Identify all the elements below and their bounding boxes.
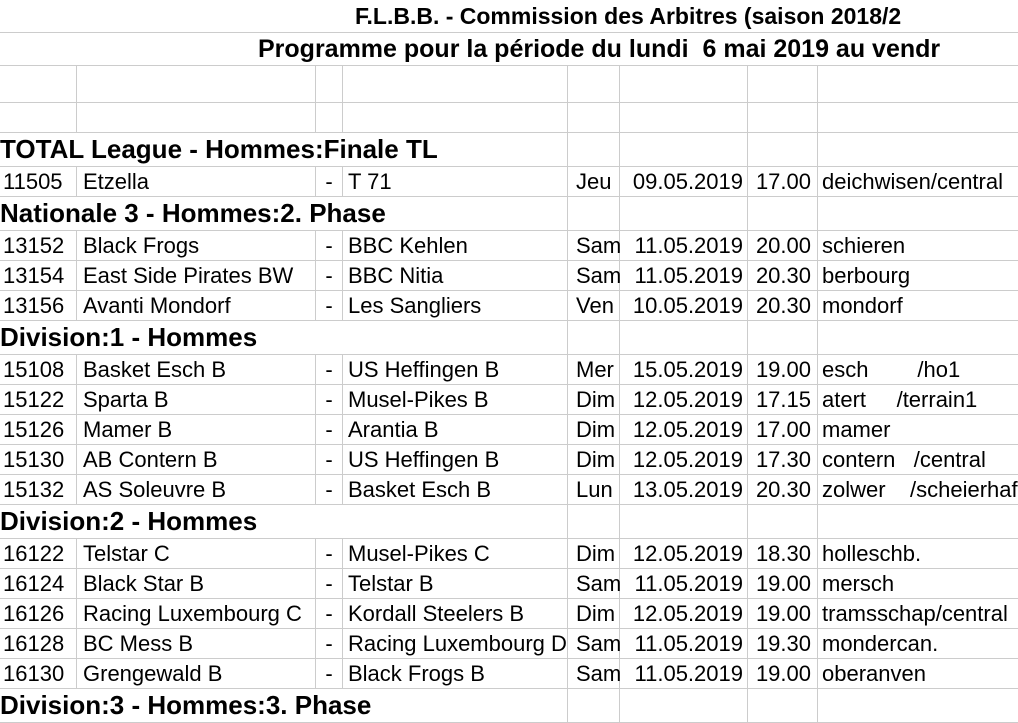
time-cell-empty	[748, 321, 818, 354]
schedule-grid	[0, 133, 1018, 723]
hall-cell-empty	[818, 133, 1018, 166]
home-team-cell: Telstar C	[77, 539, 316, 568]
match-number-cell: 15108	[0, 355, 77, 384]
date-cell: 11.05.2019	[620, 261, 748, 290]
match-row	[0, 475, 1018, 505]
day-cell-empty	[568, 133, 620, 166]
day-cell: Sam	[568, 261, 620, 290]
match-number-cell: 15132	[0, 475, 77, 504]
date-cell: 11.05.2019	[620, 629, 748, 658]
date-cell: 12.05.2019	[620, 415, 748, 444]
date-cell: 12.05.2019	[620, 539, 748, 568]
separator-cell: -	[316, 415, 343, 444]
match-row	[0, 539, 1018, 569]
match-row	[0, 231, 1018, 261]
match-number-cell: 16124	[0, 569, 77, 598]
day-cell: Sam	[568, 629, 620, 658]
day-cell: Jeu	[568, 167, 620, 196]
separator-cell: -	[316, 355, 343, 384]
hall-cell-empty	[818, 505, 1018, 538]
page-subtitle: Programme pour la période du lundi 6 mai 2019 au vendr	[258, 35, 941, 63]
day-cell: Lun	[568, 475, 620, 504]
date-cell: 10.05.2019	[620, 291, 748, 320]
match-row	[0, 167, 1018, 197]
match-row	[0, 355, 1018, 385]
hall-cell: mersch	[822, 571, 895, 596]
away-team-cell: Les Sangliers	[343, 291, 568, 320]
page-title: F.L.B.B. - Commission des Arbitres (saison 2018/2	[355, 3, 902, 29]
date-cell: 12.05.2019	[620, 385, 748, 414]
date-cell-empty	[620, 505, 748, 538]
away-team-cell: BBC Kehlen	[343, 231, 568, 260]
day-cell: Dim	[568, 445, 620, 474]
time-cell: 19.00	[748, 569, 818, 598]
time-cell: 20.30	[748, 291, 818, 320]
away-team-cell: Musel-Pikes B	[343, 385, 568, 414]
section-heading-row	[0, 197, 1018, 231]
date-cell: 15.05.2019	[620, 355, 748, 384]
match-number-cell: 16122	[0, 539, 77, 568]
section-heading-row	[0, 321, 1018, 355]
hall-cell: berbourg	[822, 263, 911, 288]
time-cell: 20.30	[748, 261, 818, 290]
day-cell-empty	[568, 505, 620, 538]
match-row	[0, 415, 1018, 445]
home-team-cell: Sparta B	[77, 385, 316, 414]
date-cell-empty	[620, 197, 748, 230]
section-heading: Division:3 - Hommes:3. Phase	[0, 689, 568, 722]
match-number-cell: 15122	[0, 385, 77, 414]
home-team-cell: BC Mess B	[77, 629, 316, 658]
section-heading-row	[0, 505, 1018, 539]
day-cell: Sam	[568, 231, 620, 260]
hall-cell: esch /ho1	[822, 357, 961, 382]
title-row	[0, 0, 1018, 33]
day-cell: Sam	[568, 659, 620, 688]
time-cell: 19.30	[748, 629, 818, 658]
section-heading: Nationale 3 - Hommes:2. Phase	[0, 197, 568, 230]
day-cell: Mer	[568, 355, 620, 384]
section-heading: Division:2 - Hommes	[0, 505, 568, 538]
home-team-cell: Avanti Mondorf	[77, 291, 316, 320]
time-cell-empty	[748, 197, 818, 230]
match-number-cell: 15130	[0, 445, 77, 474]
home-team-cell: Mamer B	[77, 415, 316, 444]
time-cell: 20.30	[748, 475, 818, 504]
date-cell-empty	[620, 321, 748, 354]
time-cell: 20.00	[748, 231, 818, 260]
separator-cell: -	[316, 659, 343, 688]
away-team-cell: Basket Esch B	[343, 475, 568, 504]
date-cell: 12.05.2019	[620, 445, 748, 474]
time-cell-empty	[748, 505, 818, 538]
day-cell-empty	[568, 321, 620, 354]
time-cell: 19.00	[748, 659, 818, 688]
away-team-cell: T 71	[343, 167, 568, 196]
home-team-cell: AB Contern B	[77, 445, 316, 474]
match-number-cell: 16128	[0, 629, 77, 658]
separator-cell: -	[316, 629, 343, 658]
section-heading: TOTAL League - Hommes:Finale TL	[0, 133, 568, 166]
hall-cell-empty	[818, 197, 1018, 230]
subtitle-row	[0, 33, 1018, 66]
match-row	[0, 599, 1018, 629]
separator-cell: -	[316, 291, 343, 320]
match-number-cell: 15126	[0, 415, 77, 444]
away-team-cell: Arantia B	[343, 415, 568, 444]
day-cell: Dim	[568, 539, 620, 568]
hall-cell-empty	[818, 689, 1018, 722]
date-cell: 11.05.2019	[620, 659, 748, 688]
separator-cell: -	[316, 167, 343, 196]
time-cell: 19.00	[748, 355, 818, 384]
date-cell: 12.05.2019	[620, 599, 748, 628]
home-team-cell: Basket Esch B	[77, 355, 316, 384]
home-team-cell: Black Frogs	[77, 231, 316, 260]
hall-cell: zolwer /scheierhaf	[822, 477, 1018, 502]
separator-cell: -	[316, 385, 343, 414]
separator-cell: -	[316, 599, 343, 628]
away-team-cell: Telstar B	[343, 569, 568, 598]
hall-cell: oberanven	[822, 661, 926, 686]
hall-cell: mondorf	[822, 293, 903, 318]
home-team-cell: Etzella	[77, 167, 316, 196]
day-cell-empty	[568, 689, 620, 722]
time-cell: 17.30	[748, 445, 818, 474]
hall-cell: tramsschap/central	[822, 601, 1008, 626]
match-number-cell: 13152	[0, 231, 77, 260]
section-heading-row	[0, 133, 1018, 167]
date-cell-empty	[620, 689, 748, 722]
time-cell: 19.00	[748, 599, 818, 628]
match-row	[0, 261, 1018, 291]
date-cell: 11.05.2019	[620, 231, 748, 260]
section-heading-row	[0, 689, 1018, 723]
separator-cell: -	[316, 261, 343, 290]
separator-cell: -	[316, 445, 343, 474]
day-cell: Ven	[568, 291, 620, 320]
day-cell: Dim	[568, 385, 620, 414]
home-team-cell: Racing Luxembourg C	[77, 599, 316, 628]
match-row	[0, 291, 1018, 321]
away-team-cell: US Heffingen B	[343, 445, 568, 474]
away-team-cell: US Heffingen B	[343, 355, 568, 384]
time-cell: 17.00	[748, 167, 818, 196]
date-cell-empty	[620, 133, 748, 166]
away-team-cell: Musel-Pikes C	[343, 539, 568, 568]
away-team-cell: Black Frogs B	[343, 659, 568, 688]
day-cell-empty	[568, 197, 620, 230]
home-team-cell: AS Soleuvre B	[77, 475, 316, 504]
hall-cell: atert /terrain1	[822, 387, 978, 412]
day-cell: Sam	[568, 569, 620, 598]
hall-cell: schieren	[822, 233, 906, 258]
time-cell: 18.30	[748, 539, 818, 568]
time-cell-empty	[748, 689, 818, 722]
hall-cell: deichwisen/central	[822, 169, 1003, 194]
match-number-cell: 13154	[0, 261, 77, 290]
hall-cell: mondercan.	[822, 631, 939, 656]
match-row	[0, 569, 1018, 599]
empty-row	[0, 103, 1018, 133]
separator-cell: -	[316, 569, 343, 598]
hall-cell: holleschb.	[822, 541, 922, 566]
empty-row	[0, 66, 1018, 103]
match-row	[0, 385, 1018, 415]
hall-cell: mamer	[822, 417, 891, 442]
home-team-cell: Grengewald B	[77, 659, 316, 688]
separator-cell: -	[316, 475, 343, 504]
separator-cell: -	[316, 539, 343, 568]
time-cell: 17.00	[748, 415, 818, 444]
day-cell: Dim	[568, 415, 620, 444]
away-team-cell: BBC Nitia	[343, 261, 568, 290]
separator-cell: -	[316, 231, 343, 260]
hall-cell-empty	[818, 321, 1018, 354]
home-team-cell: East Side Pirates BW	[77, 261, 316, 290]
away-team-cell: Kordall Steelers B	[343, 599, 568, 628]
section-heading: Division:1 - Hommes	[0, 321, 568, 354]
time-cell-empty	[748, 133, 818, 166]
match-row	[0, 659, 1018, 689]
match-row	[0, 629, 1018, 659]
date-cell: 09.05.2019	[620, 167, 748, 196]
away-team-cell: Racing Luxembourg D	[343, 629, 568, 658]
match-number-cell: 16126	[0, 599, 77, 628]
day-cell: Dim	[568, 599, 620, 628]
hall-cell: contern /central	[822, 447, 986, 472]
match-row	[0, 445, 1018, 475]
date-cell: 13.05.2019	[620, 475, 748, 504]
match-number-cell: 16130	[0, 659, 77, 688]
match-number-cell: 13156	[0, 291, 77, 320]
home-team-cell: Black Star B	[77, 569, 316, 598]
date-cell: 11.05.2019	[620, 569, 748, 598]
time-cell: 17.15	[748, 385, 818, 414]
match-number-cell: 11505	[0, 167, 77, 196]
